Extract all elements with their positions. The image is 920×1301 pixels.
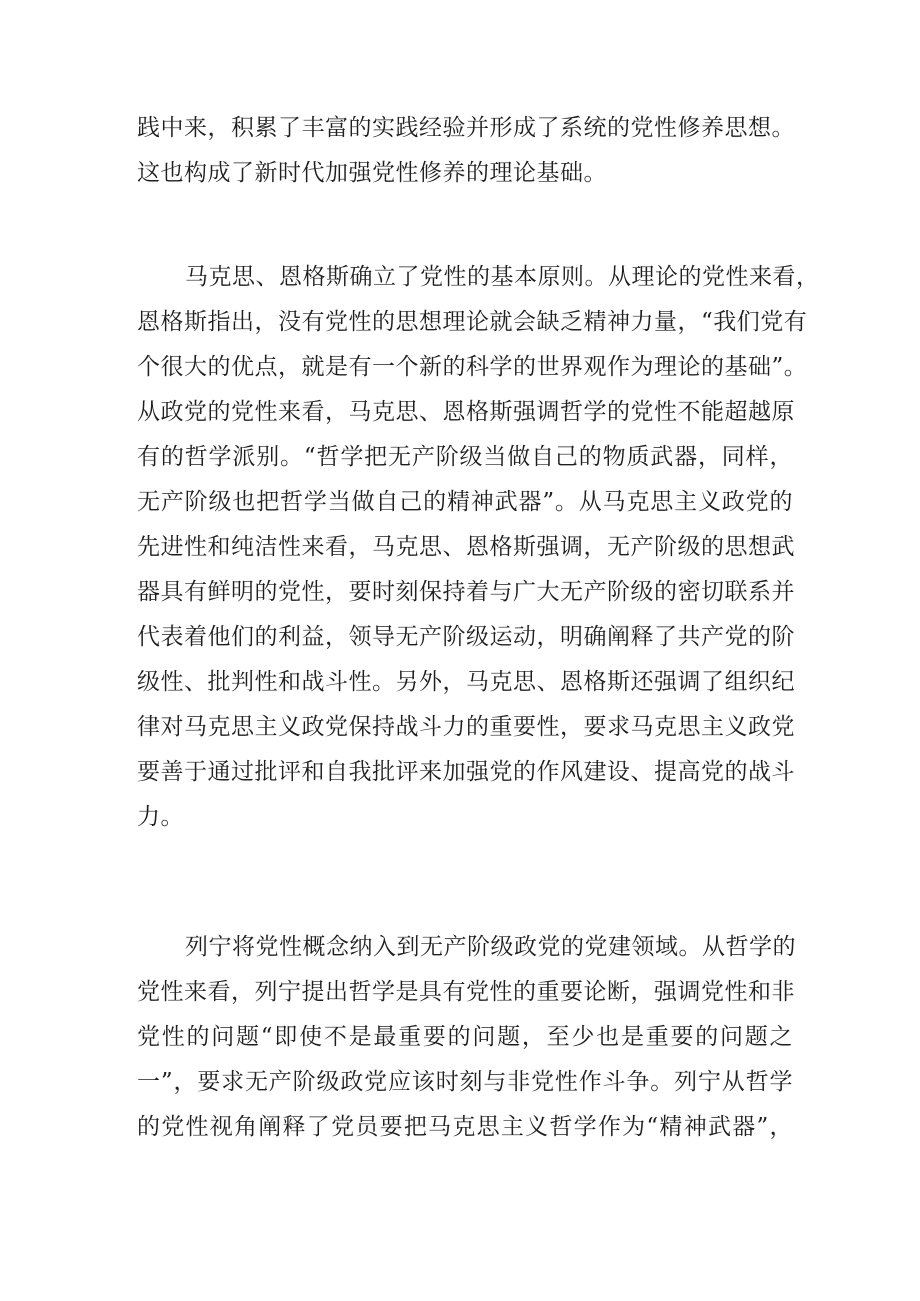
text-line: 一”，要求无产阶级政党应该时刻与非党性作斗争。列宁从哲学	[137, 1069, 793, 1095]
text-line: 先进性和纯洁性来看，马克思、恩格斯强调，无产阶级的思想武	[137, 534, 795, 560]
text-line: 这也构成了新时代加强党性修养的理论基础。	[137, 160, 607, 186]
text-line: 器具有鲜明的党性，要时刻保持着与广大无产阶级的密切联系并	[137, 579, 795, 605]
text-line: 马克思、恩格斯确立了党性的基本原则。从理论的党性来看，	[185, 264, 820, 290]
paragraph-2	[137, 255, 820, 840]
text-line: 有的哲学派别。“哲学把无产阶级当做自己的物质武器，同样，	[137, 444, 793, 470]
text-line: 的党性视角阐释了党员要把马克思主义哲学作为“精神武器”，	[137, 1114, 793, 1140]
text-line: 律对马克思主义政党保持战斗力的重要性，要求马克思主义政党	[137, 714, 795, 740]
text-line: 级性、批判性和战斗性。另外，马克思、恩格斯还强调了组织纪	[137, 669, 795, 695]
paragraph-3	[137, 925, 796, 1150]
text-line: 无产阶级也把哲学当做自己的精神武器”。从马克思主义政党的	[137, 489, 793, 515]
text-line: 从政党的党性来看，马克思、恩格斯强调哲学的党性不能超越原	[137, 399, 795, 425]
text-line: 力。	[137, 804, 184, 830]
text-line: 恩格斯指出，没有党性的思想理论就会缺乏精神力量，“我们党有	[137, 309, 808, 335]
text-line: 列宁将党性概念纳入到无产阶级政党的党建领域。从哲学的	[185, 934, 796, 960]
text-line: 践中来，积累了丰富的实践经验并形成了系统的党性修养思想。	[137, 115, 795, 141]
text-line: 个很大的优点，就是有一个新的科学的世界观作为理论的基础”。	[137, 354, 808, 380]
text-line: 要善于通过批评和自我批评来加强党的作风建设、提高党的战斗	[137, 759, 795, 785]
text-line: 党性的问题“即使不是最重要的问题，至少也是重要的问题之	[137, 1024, 793, 1050]
paragraph-1	[137, 106, 793, 196]
text-line: 代表着他们的利益，领导无产阶级运动，明确阐释了共产党的阶	[137, 624, 795, 650]
text-line: 党性来看，列宁提出哲学是具有党性的重要论断，强调党性和非	[137, 979, 795, 1005]
